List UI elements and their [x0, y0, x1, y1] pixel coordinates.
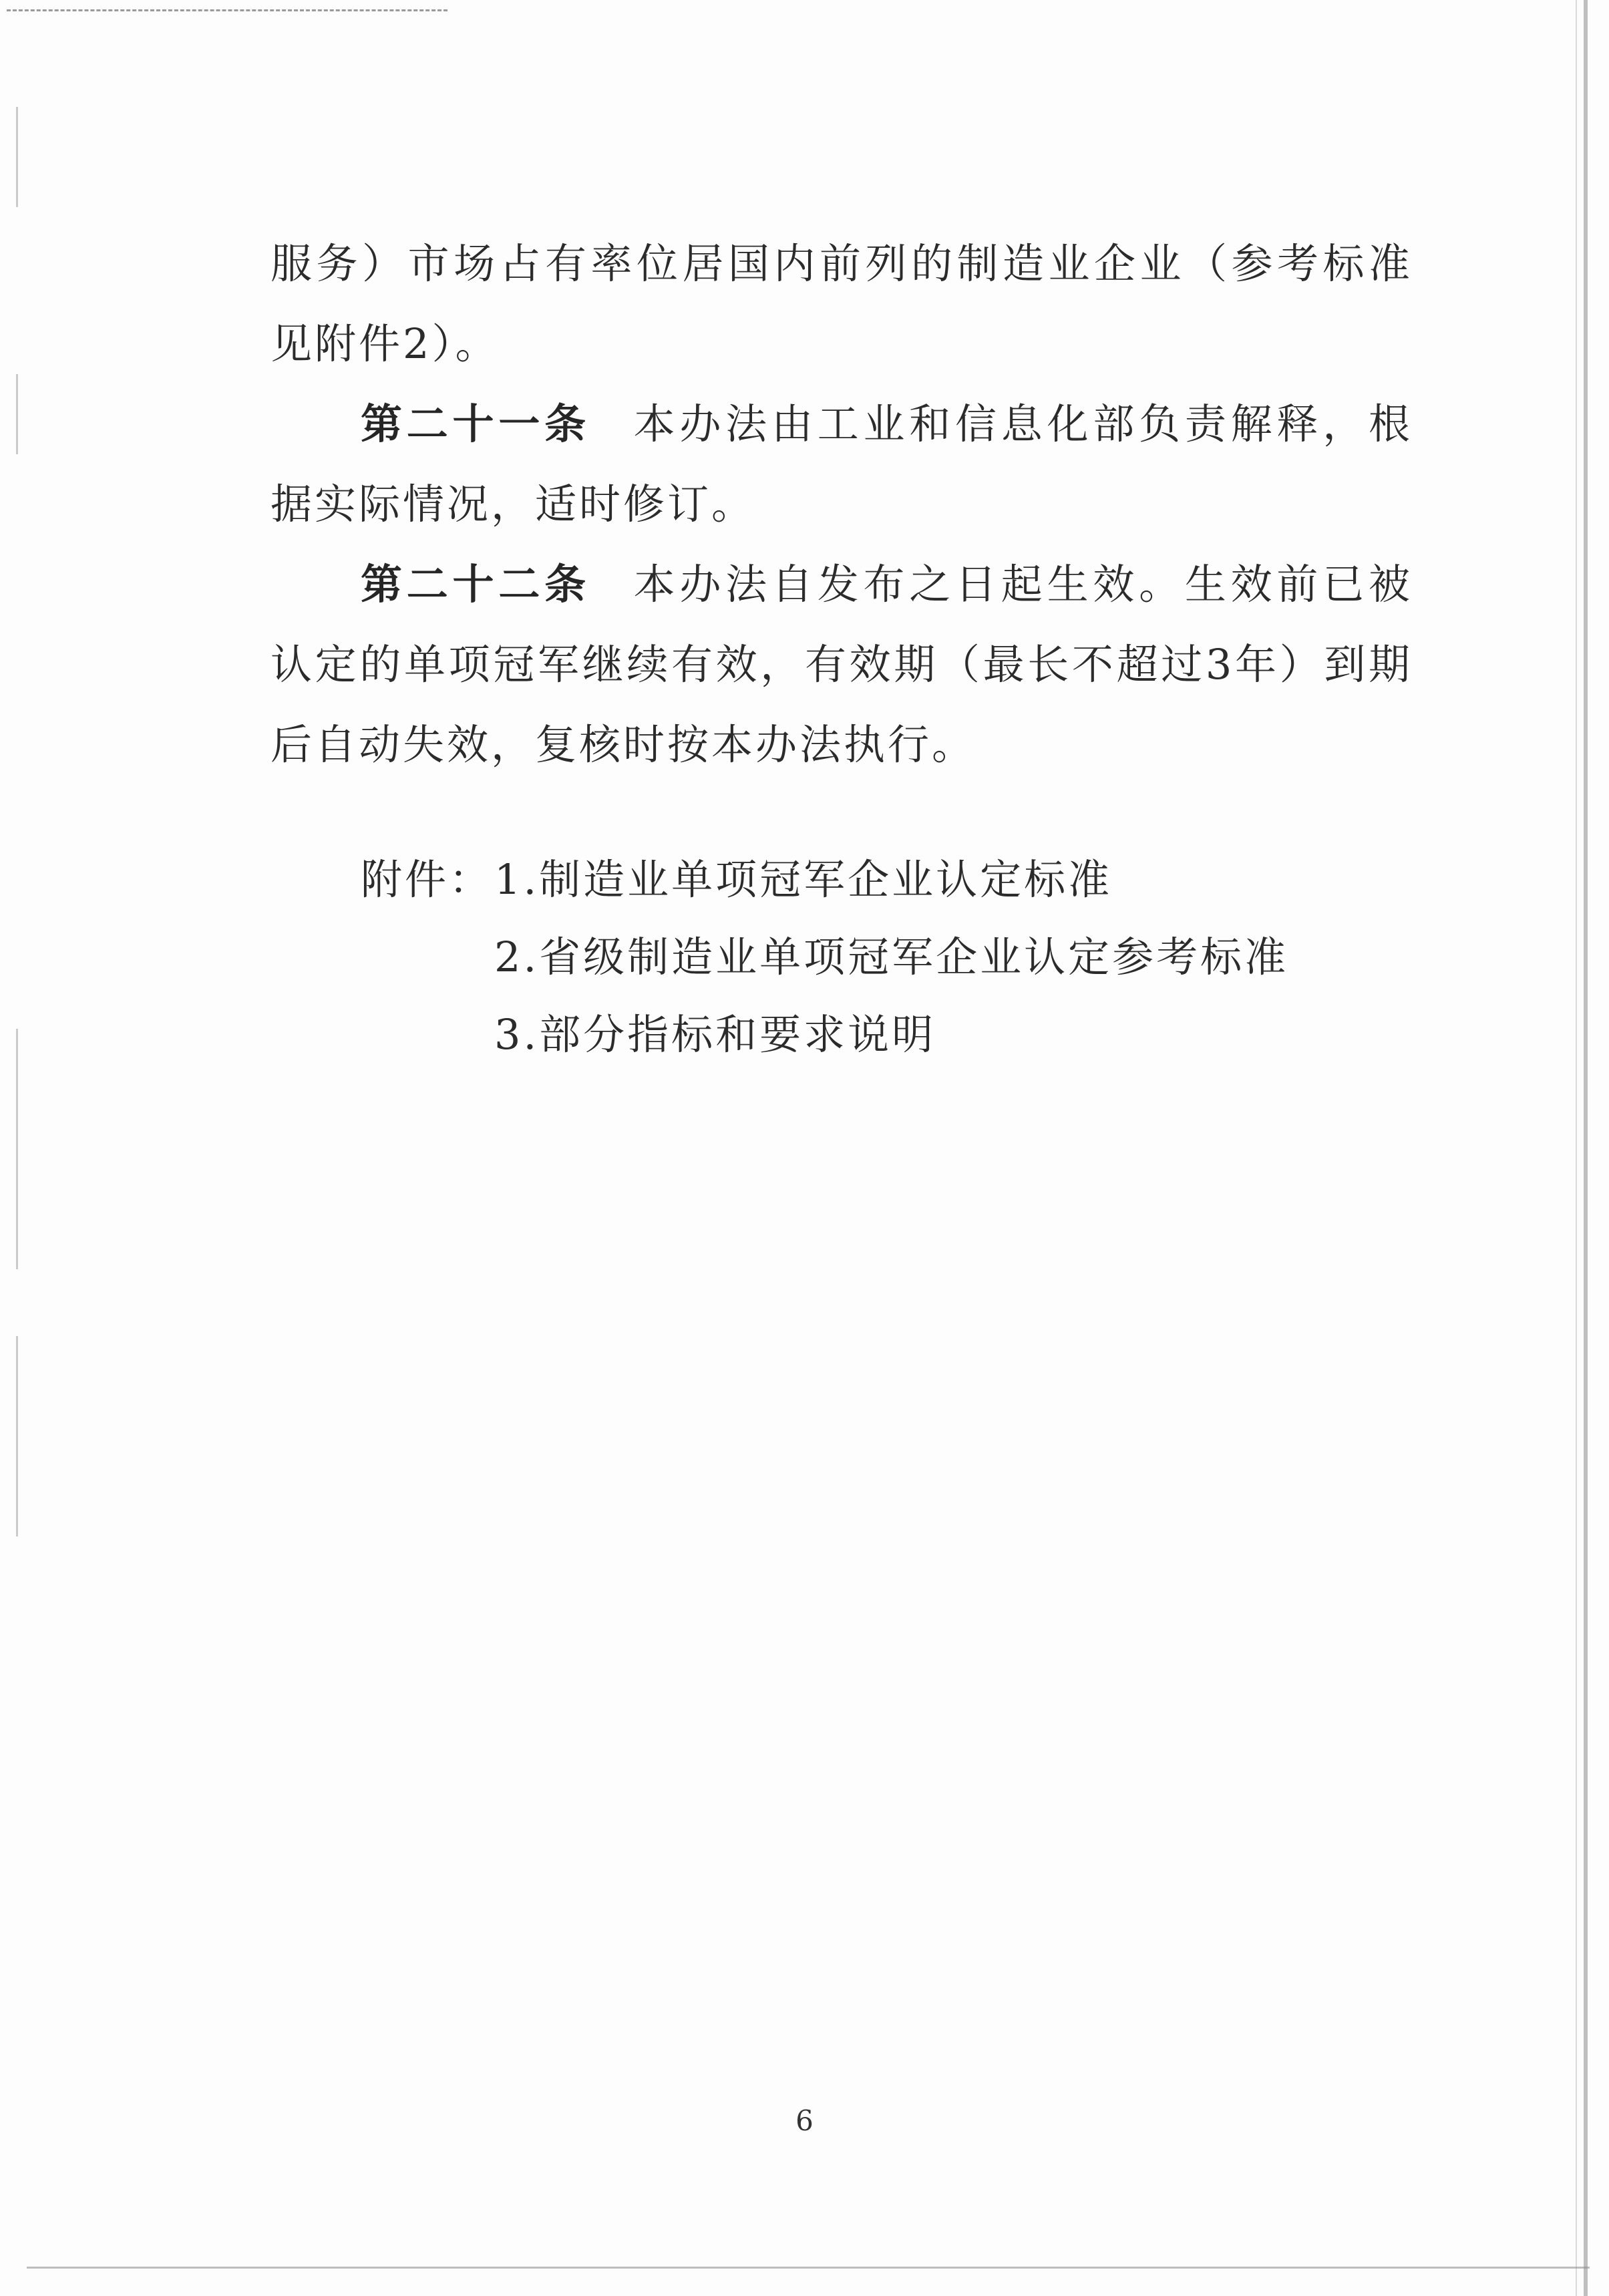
article-22-label: 第二十二条 [361, 560, 590, 609]
paragraph-continuation [271, 224, 1413, 384]
scan-artifact-right-edge [1584, 0, 1588, 2296]
paragraph-continuation-text: 服务）市场占有率位居国内前列的制造业企业（参考标准见附件2）。 [271, 239, 1413, 368]
article-21-label: 第二十一条 [361, 399, 590, 448]
document-body [271, 224, 1413, 1074]
attachment-item-2: 2.省级制造业单项冠军企业认定参考标准 [494, 933, 1289, 981]
scan-artifact-left-mark [16, 1336, 18, 1536]
attachment-row [271, 919, 1413, 996]
scan-artifact-top-dash [7, 9, 448, 11]
attachment-row [271, 996, 1413, 1074]
article-22-text: 本办法自发布之日起生效。生效前已被认定的单项冠军继续有效，有效期（最长不超过3年）到期后自动失效，复核时按本办法执行。 [271, 560, 1413, 769]
attachments-label: 附件： [361, 855, 494, 904]
scan-artifact-right-edge-inner [1576, 0, 1577, 2296]
article-21-text: 本办法由工业和信息化部负责解释，根据实际情况，适时修订。 [271, 399, 1413, 528]
scan-artifact-left-mark [16, 1029, 18, 1269]
attachment-item-1: 1.制造业单项冠军企业认定标准 [494, 855, 1113, 904]
article-21 [271, 384, 1413, 544]
attachment-item-3: 3.部分指标和要求说明 [494, 1010, 936, 1059]
attachments-label-spacer [271, 919, 494, 996]
scan-artifact-left-mark [16, 107, 18, 207]
scan-artifact-left-mark [16, 374, 18, 454]
scan-artifact-bottom-line [27, 2267, 1590, 2269]
article-22 [271, 544, 1413, 785]
attachment-row [271, 841, 1413, 919]
attachments-label-spacer [271, 996, 494, 1074]
page-number: 6 [795, 2104, 814, 2137]
attachments-list [271, 841, 1413, 1074]
